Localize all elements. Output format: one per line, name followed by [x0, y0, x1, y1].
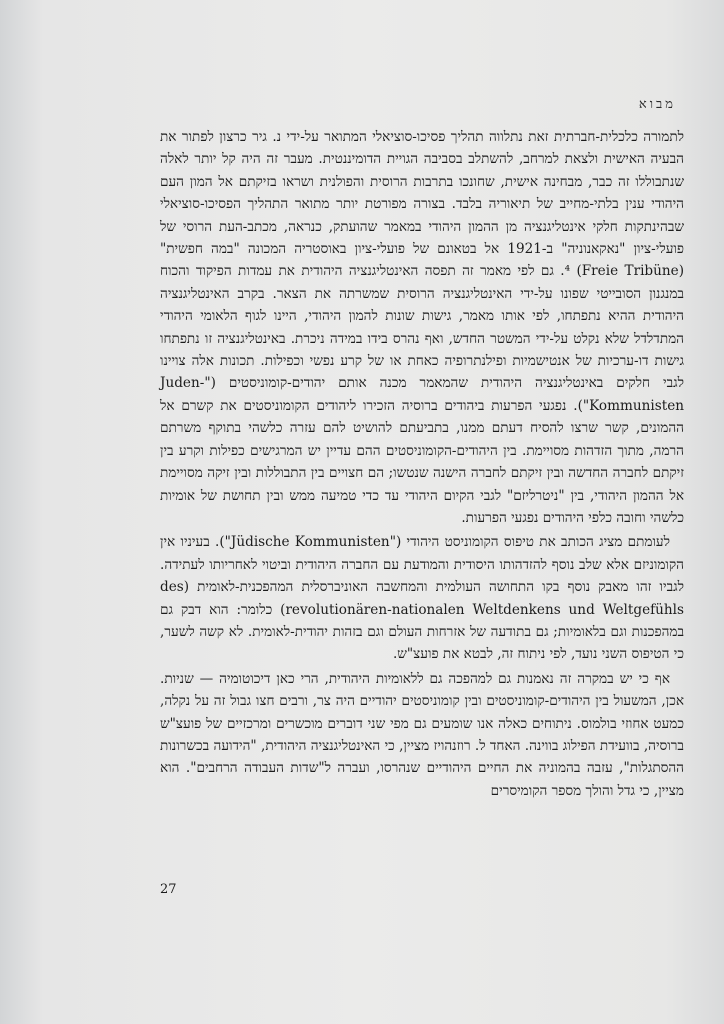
running-header: מבוא	[638, 97, 676, 112]
page-number: 27	[160, 882, 177, 897]
paragraph-2: לעומתם מציג הכותב את טיפוס הקומוניסט היהודי ("Jüdische Kommunisten"). בעיניו אין הקומוניזם אלא שלב נוסף להזדהותו היסודית והמודעת עם החברה היהודית וביטוי לאחריותו לעתידה. לגביו זהו מאבק נוסף בקו התחושה העולמית והמחשבה האוניברסלית המהפכנית-לאומית (des revolutionären-nationalen Weltdenkens und Weltgefühls) כלומר: הוא דבק גם במהפכנות וגם בלאומיות; גם בתודעה של אזרחות העולם וגם בזהות יהודית-לאומית. לא קשה לשער, כי הטיפוס השני נועד, לפי ניתוח זה, לבטא את פועצ"ש.	[160, 534, 684, 663]
body-text	[160, 126, 684, 802]
paragraph-3: אף כי יש במקרה זה נאמנות גם למהפכה גם ללאומיות היהודית, הרי כאן דיכוטומיה — שניות. אכן, המשעול בין היהודים-קומוניסטים ובין קומוניסטים יהודיים היה צר, ורבים חצו גבול זה על נקלה, כמעט אחוזי בולמוס. ניתוחים כאלה אנו שומעים גם מפי שני דוברים מוכשרים ומרכזיים של פועצ"ש ברוסיה, בוועידת הפילוג בווינה. האחד ל. רוזנהויז מציין, כי האינטליגנציה היהודית, "הידועה בכשרונות ההסתגלות", עזבה בהמוניה את החיים היהודיים שנהרסו, ועברה ל"שדות העבודה הרחבים". הוא מציין, כי גדל והולך מספר הקומיסרים	[160, 670, 684, 799]
paragraph-1: לתמורה כלכלית-חברתית זאת נתלווה תהליך פסיכו-סוציאלי המתואר על-ידי נ. גיר כרצון לפתור את הבעיה האישית ולצאת למרחב, להשתלב בסביבה הגויית הדומיננטית. מעבר זה היה קל יותר לאלה שנתבוללו זה כבר, מבחינה אישית, שחונכו בתרבות הרוסית והפולנית ושראו בזיקתם אל המון העם היהודי ענין בלתי-מחייב של תיאוריה בלבד. בצורה מפורטת יותר מתואר התהליך הפסיכו-סוציאלי שבהינתקות חלקי אינטליגנציה מן ההמון היהודי במאמר שהועתק, כנראה, מכתב-העת הרוסי של פועלי-ציון "נאקאנוניה" ב-1921 אל בטאונם של פועלי-ציון באוסטריה המכונה "במה חפשית" (Freie Tribüne) ⁴. גם לפי מאמר זה תפסה האינטליגנציה היהודית את עמדות הפיקוד והכוח במנגנון הסובייטי שפונו על-ידי האינטליגנציה הרוסית שמשרתה את הצאר. בקרב האינטליגנציה היהודית ההיא נתפתחו, לפי אותו מאמר, גישות שונות להמון היהודי, היינו לגוף הלאומי היהודי המתדלדל שלא נקלט על-ידי המשטר החדש, ואף נהרס בידו במידה ניכרת. באינטליגנציה זו נתפתחו גישות דו-ערכיות של אנטישמיות ופילנתרופיה כאחת או של קרע נפשי וכפילות. תכונות אלה צויינו לגבי חלקים באינטליגנציה היהודית שהמאמר מכנה אותם יהודים-קומוניסטים ("Juden-Kommunisten"). נפגעי הפרעות ביהודים ברוסיה הזכירו ליהודים הקומוניסטים את קשרם אל ההמונים, קשר שרצו להסיח דעתם ממנו, בתביעתם להושיט להם עזרה כלשהי בתוקף משרתם הרמה, מתוך הזדהות מסויימת. בין היהודים-הקומוניסטים ההם עדיין יש המרגישים כפילות וקרע בין זיקתם לחברה החדשה ובין זיקתם לחברה הישנה שנטשו; הם חצויים בין התבוללות ובין זיקה מסויימת אל ההמון היהודי, בין "ניטרליזם" לגבי הקיום היהודי עד כדי טמיעה ממש ובין תחושת של אומיות כלשהי וחובה כלפי היהודים נפגעי הפרעות.	[160, 129, 684, 526]
